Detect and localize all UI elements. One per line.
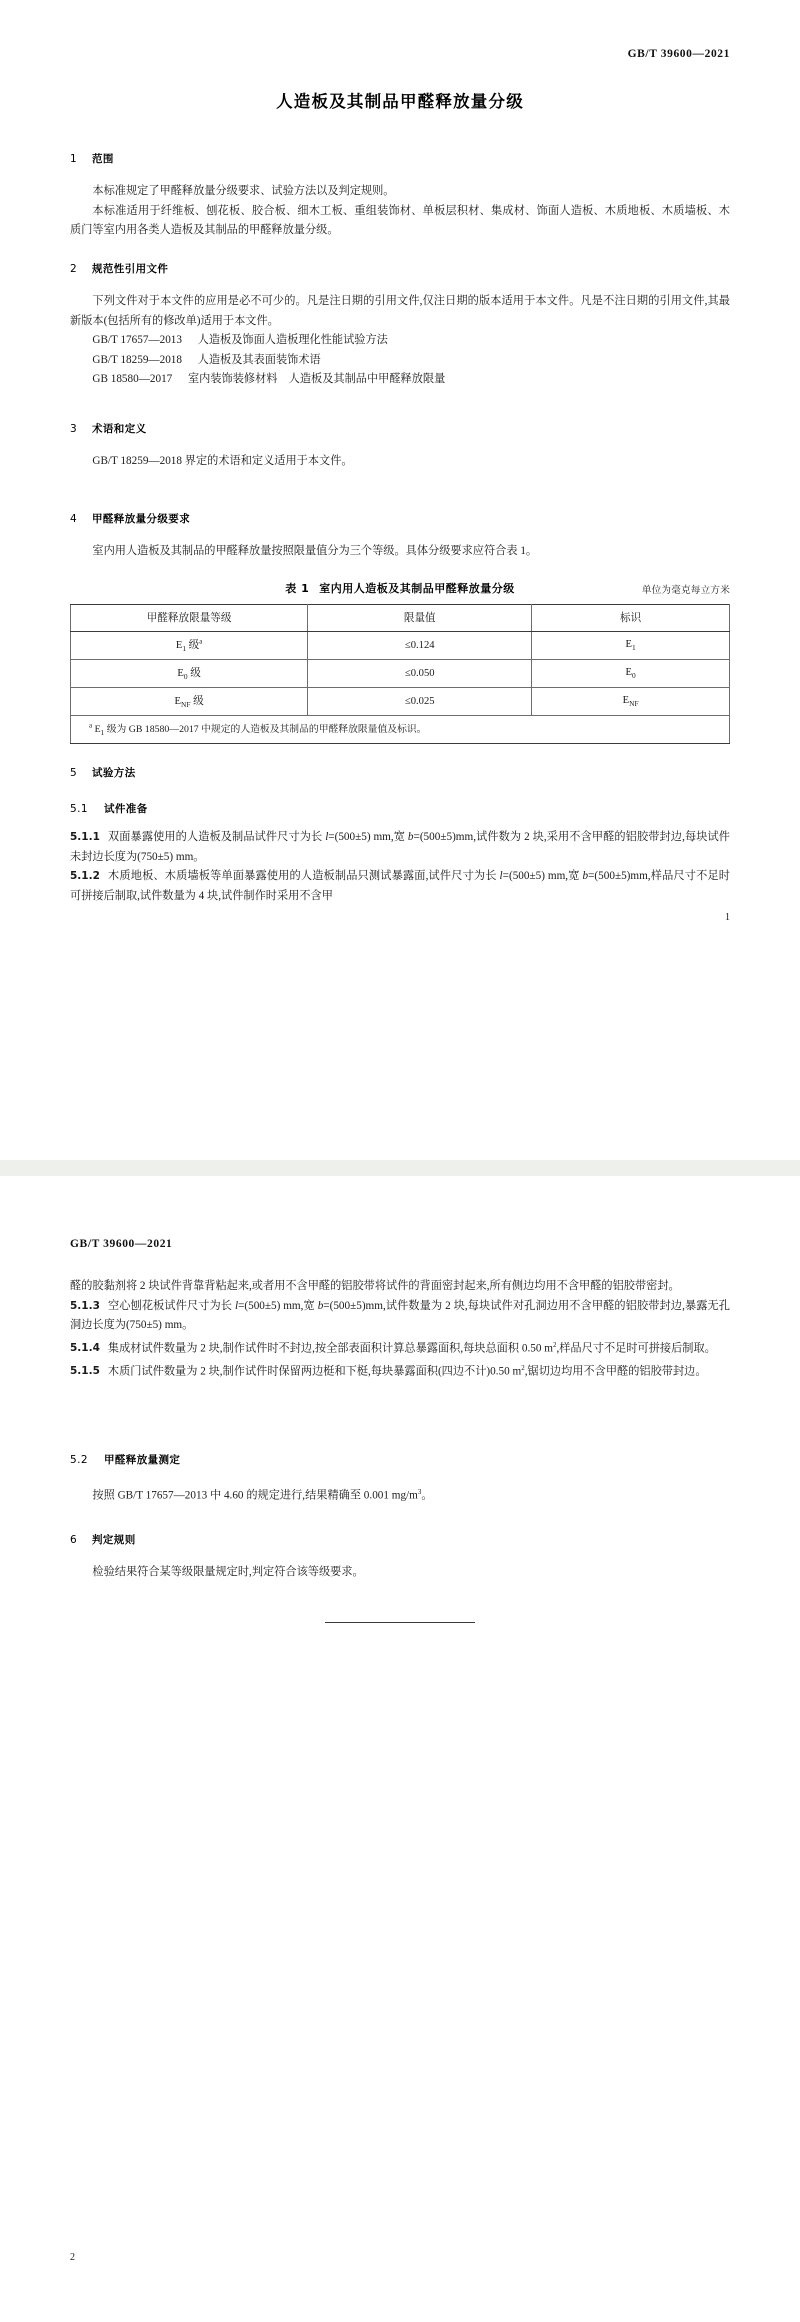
- page-number: 2: [70, 2252, 75, 2263]
- clause-text: 空心刨花板试件尺寸为长: [107, 1299, 235, 1312]
- table-1-caption-row: [70, 580, 730, 596]
- section-5-2-number: 5.2: [70, 1454, 88, 1466]
- cell-limit: ≤0.050: [308, 660, 532, 688]
- reference-code: GB/T 18259—2018: [92, 353, 182, 366]
- symbol-length: l: [325, 831, 329, 843]
- grade-suffix: 级: [190, 696, 204, 708]
- clause-text: 双面暴露使用的人造板及制品试件尺寸为长: [107, 831, 326, 843]
- table-row: [71, 632, 730, 660]
- reference-code: GB 18580—2017: [92, 373, 173, 385]
- section-5-heading: [70, 765, 730, 780]
- section-5-title: 试验方法: [92, 767, 136, 779]
- clause-5-1-4: [70, 1336, 730, 1359]
- table-header-row: [71, 605, 730, 632]
- reference-code: GB/T 17657—2013: [92, 334, 182, 346]
- clause-text: =(500±5)mm,样品尺寸不足时可拼接后制取,试件数量为 4 块,试件制作时采用不含甲: [70, 870, 730, 902]
- page-header-standard-code: GB/T 39600—2021: [627, 48, 730, 60]
- reference-title: 人造板及其表面装饰术语: [197, 353, 321, 366]
- clause-text: =(500±5) mm,宽: [238, 1299, 318, 1312]
- section-4-number: 4: [70, 513, 78, 525]
- table-1-caption: [70, 580, 730, 596]
- table-1: [70, 604, 730, 744]
- reference-title: 人造板及饰面人造板理化性能试验方法: [197, 334, 388, 346]
- clause-5-1-5: [70, 1359, 730, 1382]
- section-4-paragraph-1: 室内用人造板及其制品的甲醛释放量按照限量值分为三个等级。具体分级要求应符合表 1。: [92, 545, 538, 557]
- volume-exponent: 3: [417, 1488, 422, 1496]
- section-1-title: 范围: [92, 153, 114, 165]
- column-header-limit: 限量值: [308, 605, 532, 632]
- section-6-number: 6: [70, 1534, 78, 1546]
- footnote-subscript: 1: [100, 728, 105, 738]
- grade-subscript: 0: [183, 672, 188, 682]
- clause-number: 5.1.1: [70, 831, 100, 843]
- symbol-width: b: [317, 1299, 324, 1312]
- section-1-number: 1: [70, 153, 78, 165]
- footnote-marker: a: [199, 637, 203, 646]
- cell-limit: ≤0.124: [308, 632, 532, 660]
- clause-number: 5.1.3: [70, 1299, 100, 1312]
- section-6-title: 判定规则: [92, 1534, 136, 1546]
- area-exponent: 2: [521, 1363, 525, 1372]
- section-5-1-clauses: [70, 828, 730, 906]
- section-4-body: [70, 542, 730, 562]
- grade-subscript: NF: [181, 700, 191, 710]
- section-1-paragraph-2: 本标准适用于纤维板、刨花板、胶合板、细木工板、重组装饰材、单板层积材、集成材、饰面人造板、木质地板、木质墙板、木质门等室内用各类人造板及其制品的甲醛释放量分级。: [70, 204, 730, 236]
- footnote-symbol: E: [94, 724, 101, 736]
- grade-symbol: E: [174, 696, 181, 708]
- measurement-text-end: 。: [421, 1489, 433, 1502]
- table-row: [71, 660, 730, 688]
- clause-text: 集成材试件数量为 2 块,制作试件时不封边,按全部表面积计算总暴露面积,每块总面积 0.50 m: [107, 1342, 553, 1355]
- clause-5-1-3: [70, 1297, 730, 1336]
- section-1-heading: [70, 151, 730, 166]
- table-1-label: 表 1: [285, 582, 310, 595]
- grade-symbol: E: [177, 668, 184, 680]
- clause-text: =(500±5) mm,宽: [502, 870, 583, 882]
- section-1-body: [70, 182, 730, 241]
- normative-reference-item: [70, 331, 730, 351]
- section-3-number: 3: [70, 423, 78, 435]
- clause-number: 5.1.4: [70, 1342, 100, 1355]
- cell-grade: [71, 660, 308, 688]
- grade-suffix: 级: [186, 640, 200, 651]
- mark-subscript: 1: [632, 642, 636, 652]
- mark-symbol: E: [625, 638, 633, 650]
- table-1-title: 室内用人造板及其制品甲醛释放量分级: [319, 582, 515, 595]
- document-page-2: [0, 1176, 800, 2322]
- section-5-2-title: 甲醛释放量测定: [104, 1454, 181, 1466]
- clause-5-1-1: [70, 828, 730, 867]
- page-number: 1: [725, 912, 730, 923]
- clause-5-1-2: [70, 867, 730, 906]
- grade-subscript: 1: [182, 644, 187, 654]
- clause-text: =(500±5)mm,试件数为 2 块,采用不含甲醛的铝胶带封边,每块试件未封边长度为(750±5) mm。: [70, 831, 730, 863]
- cell-grade: [71, 632, 308, 660]
- clause-text: 木质门试件数量为 2 块,制作试件时保留两边梃和下梃,每块暴露面积(四边不计)0.50 m: [107, 1365, 522, 1378]
- area-exponent: 2: [552, 1340, 557, 1349]
- column-header-mark: 标识: [532, 605, 730, 632]
- normative-reference-item: [70, 351, 730, 371]
- mark-symbol: E: [625, 666, 633, 678]
- section-3-body: [70, 452, 730, 472]
- clause-text: 木质地板、木质墙板等单面暴露使用的人造板制品只测试暴露面,试件尺寸为长: [107, 870, 500, 882]
- symbol-width: b: [582, 870, 589, 882]
- end-of-document-rule: [70, 1622, 730, 1623]
- section-4-title: 甲醛释放量分级要求: [92, 513, 191, 525]
- document-page-1: [0, 0, 800, 1160]
- clause-text: =(500±5) mm,宽: [328, 831, 408, 843]
- continuation-paragraph: 醛的胶黏剂将 2 块试件背靠背粘起来,或者用不含甲醛的铝胶带将试件的背面密封起来,所有侧边均用不含甲醛的铝胶带密封。: [70, 1280, 680, 1292]
- section-5-1-title: 试件准备: [104, 803, 148, 815]
- normative-reference-item: [70, 370, 730, 390]
- section-4-heading: [70, 511, 730, 526]
- mark-symbol: E: [622, 694, 630, 706]
- cell-mark: [532, 688, 730, 716]
- section-6-paragraph-1: 检验结果符合某等级限量规定时,判定符合该等级要求。: [92, 1566, 364, 1578]
- section-5-2-heading: [70, 1452, 730, 1467]
- table-footnote: [71, 716, 730, 744]
- page-header-standard-code: GB/T 39600—2021: [70, 1238, 173, 1250]
- page-separator: [0, 1160, 800, 1176]
- symbol-length: l: [499, 870, 503, 882]
- cell-mark: [532, 632, 730, 660]
- symbol-length: l: [234, 1299, 239, 1312]
- section-3-paragraph-1: GB/T 18259—2018 界定的术语和定义适用于本文件。: [92, 455, 353, 467]
- symbol-width: b: [407, 831, 414, 843]
- section-5-2-paragraph-1: [70, 1483, 730, 1506]
- table-row: [71, 688, 730, 716]
- section-2-number: 2: [70, 263, 78, 275]
- clause-text: ,样品尺寸不足时可拼接后制取。: [556, 1342, 716, 1355]
- grade-symbol: E: [175, 640, 183, 651]
- section-3-title: 术语和定义: [92, 423, 147, 435]
- table-footnote-row: [71, 716, 730, 744]
- section-2-paragraph-1: 下列文件对于本文件的应用是必不可少的。凡是注日期的引用文件,仅注日期的版本适用于本文件。凡是不注日期的引用文件,其最新版本(包括所有的修改单)适用于本文件。: [70, 295, 730, 327]
- document-title: 人造板及其制品甲醛释放量分级: [276, 92, 524, 111]
- section-3-heading: [70, 421, 730, 436]
- clause-number: 5.1.2: [70, 870, 100, 882]
- clause-text: ,锯切边均用不含甲醛的铝胶带封边。: [524, 1365, 707, 1378]
- section-5-2-body: [70, 1483, 730, 1506]
- grade-table: [70, 604, 730, 744]
- footnote-text: 级为 GB 18580—2017 中规定的人造板及其制品的甲醛释放限量值及标识。: [104, 724, 427, 736]
- section-2-title: 规范性引用文件: [92, 263, 169, 275]
- section-5-1-heading: [70, 801, 730, 816]
- table-1-unit-note: 单位为毫克每立方米: [641, 585, 730, 596]
- measurement-text: 按照 GB/T 17657—2013 中 4.60 的规定进行,结果精确至 0.001 mg/m: [92, 1489, 418, 1502]
- section-5-1-number: 5.1: [70, 803, 88, 815]
- section-1-paragraph-1: 本标准规定了甲醛释放量分级要求、试验方法以及判定规则。: [92, 185, 395, 197]
- section-2-body: [70, 292, 730, 390]
- section-5-number: 5: [70, 767, 78, 779]
- column-header-grade: 甲醛释放限量等级: [71, 605, 308, 632]
- reference-title: 室内装饰装修材料 人造板及其制品中甲醛释放限量: [187, 373, 446, 385]
- clause-number: 5.1.5: [70, 1365, 100, 1378]
- mark-subscript: 0: [632, 670, 636, 680]
- clause-text: =(500±5)mm,试件数量为 2 块,每块试件对孔洞边用不含甲醛的铝胶带封边,暴露无孔洞边长度为(750±5) mm。: [70, 1299, 730, 1331]
- section-6-body: [70, 1563, 730, 1583]
- footnote-marker: a: [89, 722, 93, 731]
- section-2-heading: [70, 261, 730, 276]
- mark-subscript: NF: [629, 698, 639, 708]
- section-6-heading: [70, 1532, 730, 1547]
- cell-mark: [532, 660, 730, 688]
- cell-grade: [71, 688, 308, 716]
- cell-limit: ≤0.025: [308, 688, 532, 716]
- grade-suffix: 级: [187, 668, 201, 680]
- page-2-body: [70, 1277, 730, 1382]
